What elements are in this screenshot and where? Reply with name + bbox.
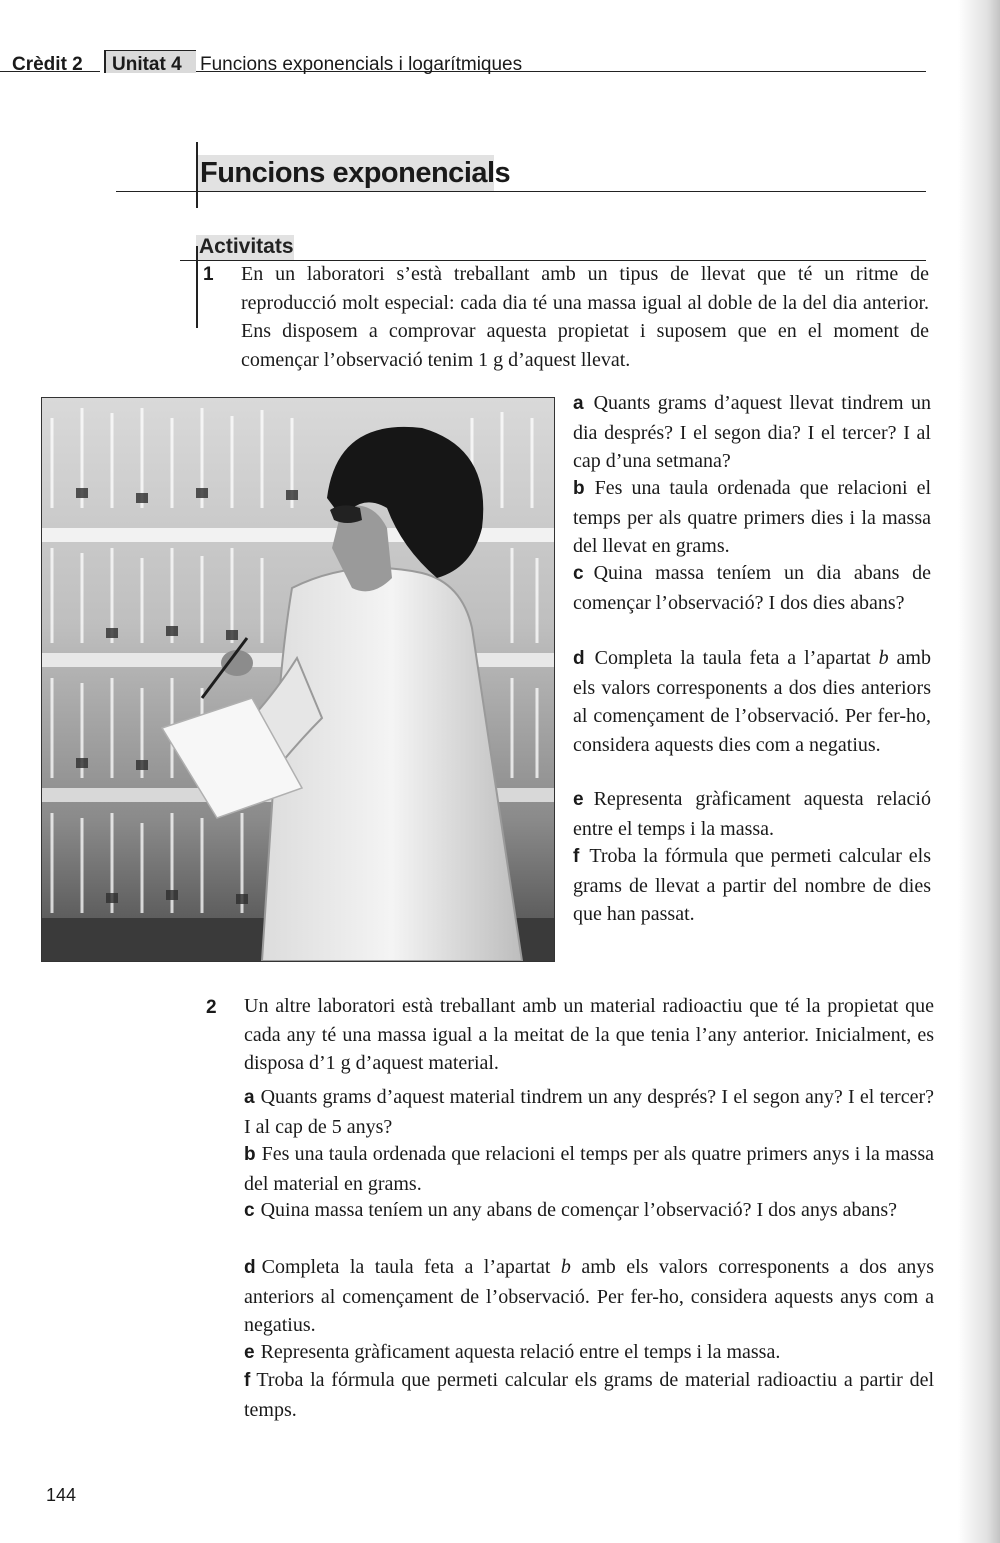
item-label: e <box>244 1342 255 1363</box>
activity-1-item-a <box>573 389 931 476</box>
activity-2-item-f <box>244 1366 934 1424</box>
item-text: Troba la fórmula que permeti calcular els grams de material radioactiu a partir del temps. <box>244 1369 934 1421</box>
item-label: d <box>573 648 585 669</box>
item-text-after: amb els valors corresponents a dos anys anteriors al començament de l’observació. Per fer-ho, considera aquests anys com a negatius. <box>244 1256 935 1336</box>
item-text-italic: b <box>560 1256 571 1278</box>
item-text: Quants grams d’aquest llevat tindrem un dia després? I el segon dia? I el tercer? I al cap d’una setmana? <box>573 392 931 472</box>
item-text: Fes una taula ordenada que relacioni el temps per als quatre primers dies i la massa del llevat en grams. <box>573 477 931 557</box>
item-text: Representa gràficament aquesta relació entre el temps i la massa. <box>260 1341 781 1363</box>
item-label: f <box>244 1370 251 1391</box>
item-text-italic: b <box>878 647 889 669</box>
activity-2-number: 2 <box>206 997 217 1018</box>
activity-2-item-e <box>244 1338 934 1368</box>
item-label: a <box>244 1087 255 1108</box>
item-text: Quants grams d’aquest material tindrem un any després? I el segon any? I el tercer? I al cap de 5 anys? <box>244 1086 934 1138</box>
item-label: d <box>244 1257 256 1278</box>
item-text: Fes una taula ordenada que relacioni el temps per als quatre primers anys i la massa del material en grams. <box>244 1143 934 1195</box>
activity-1-item-b <box>573 474 931 561</box>
laboratory-photo-drawing <box>42 398 554 961</box>
item-text: Troba la fórmula que permeti calcular els grams de llevat a partir del nombre de dies que han passat. <box>573 845 931 925</box>
item-label: c <box>573 563 584 584</box>
item-label: c <box>244 1200 255 1221</box>
item-text: Quina massa teníem un dia abans de començar l’observació? I dos dies abans? <box>573 562 931 614</box>
activity-2-item-c <box>244 1196 934 1226</box>
activities-label: Activitats <box>199 235 294 258</box>
activity-1-item-d <box>573 644 931 759</box>
activity-1-intro: En un laboratori s’està treballant amb un tipus de llevat que té un ritme de reproducció molt especial: cada dia té una massa igual al doble de la del dia anterior. Ens disposem a comprovar aquesta propietat i suposem que en el moment de començar l’observació tenim 1 g d’aquest llevat. <box>241 263 929 371</box>
item-label: a <box>573 393 584 414</box>
item-text-before: Completa la taula feta a l’apartat <box>594 647 879 669</box>
item-text-before: Completa la taula feta a l’apartat <box>261 1256 561 1278</box>
item-text: Representa gràficament aquesta relació entre el temps i la massa. <box>573 788 931 840</box>
item-label: b <box>573 478 585 499</box>
activity-1-item-f <box>573 842 931 929</box>
activity-1-item-c <box>573 559 931 617</box>
item-label: f <box>573 846 580 867</box>
section-rule <box>116 191 926 192</box>
item-label: b <box>244 1144 256 1165</box>
item-text: Quina massa teníem un any abans de començar l’observació? I dos anys abans? <box>260 1199 898 1221</box>
page-number: 144 <box>46 1485 77 1505</box>
header-credit: Crèdit 2 <box>12 54 83 75</box>
activity-2-item-a <box>244 1083 934 1141</box>
header-topic: Funcions exponencials i logarítmiques <box>200 54 523 75</box>
activity-2-item-d <box>244 1253 934 1340</box>
section-title: Funcions exponencials <box>200 157 511 189</box>
item-text-after: amb els valors corresponents a dos dies anteriors al començament de l’observació. Per fer-ho, considera aquests dies com a negatius. <box>573 647 931 756</box>
scan-shadow <box>958 0 1000 1543</box>
laboratory-photo <box>41 397 555 962</box>
activities-bar <box>196 246 198 328</box>
activity-1-item-e <box>573 785 931 843</box>
activity-2-item-b <box>244 1140 934 1198</box>
activity-2-intro: Un altre laboratori està treballant amb un material radioactiu que té la propietat que cada any té una massa igual a la meitat de la que tenia l’any anterior. Inicialment, es disposa d’1 g d’aquest material. <box>244 995 934 1074</box>
activity-1-number: 1 <box>203 264 214 285</box>
header-unit: Unitat 4 <box>112 54 182 75</box>
item-label: e <box>573 789 584 810</box>
